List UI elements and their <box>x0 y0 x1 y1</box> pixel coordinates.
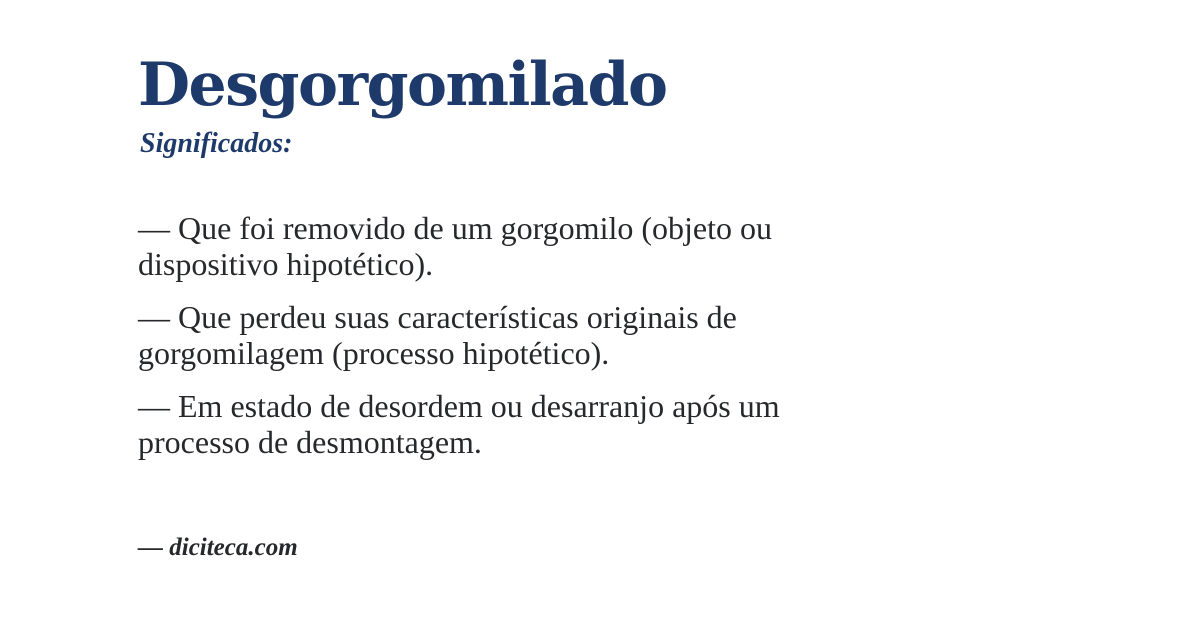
definition-item-3: — Em estado de desordem ou desarranjo após um processo de desmontagem. <box>138 388 780 460</box>
definitions-list <box>138 210 868 477</box>
source-attribution: — diciteca.com <box>138 534 298 561</box>
headword-title: Desgorgomilado <box>138 50 667 120</box>
definition-item-2: — Que perdeu suas características originais de gorgomilagem (processo hipotético). <box>138 299 737 371</box>
meanings-section-label: Significados: <box>140 128 293 159</box>
definition-item-1: — Que foi removido de um gorgomilo (objeto ou dispositivo hipotético). <box>138 210 772 282</box>
